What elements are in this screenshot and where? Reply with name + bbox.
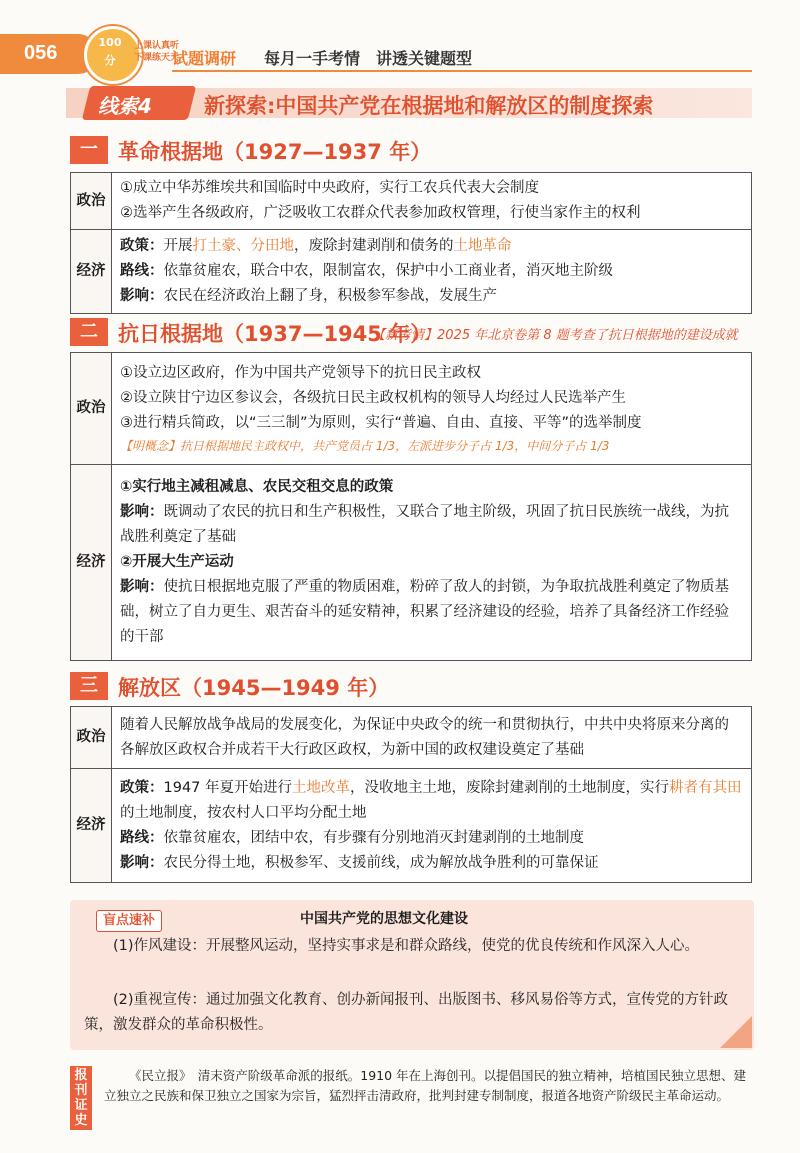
effect-label: 影响： <box>120 288 164 304</box>
supplement-tag: 盲点速补 <box>96 910 162 932</box>
policy-highlight: 打土豪、分田地 <box>192 238 294 254</box>
page-number: 056 <box>24 42 58 64</box>
section-2-title: 抗日根据地（1937—1945 年） <box>118 322 432 346</box>
table-row <box>71 353 752 465</box>
concept-note: 【明概念】抗日根据地民主政权中，共产党员占 1/3，左派进步分子占 1/3，中间分子占 1/3 <box>120 439 610 453</box>
effect-text: 农民分得土地，积极参军、支援前线，成为解放战争胜利的可靠保证 <box>163 854 599 871</box>
effect-label: 影响： <box>120 504 164 520</box>
badge-unit: 分 <box>104 54 116 67</box>
supplement-paragraph-1: (1)作风建设：开展整风运动，坚持实事求是和群众路线，使党的优良传统和作风深入人心。 <box>113 938 700 954</box>
effect-line <box>120 284 743 309</box>
section-2-table <box>70 352 752 661</box>
slogan-line-1: 上课认真听 <box>134 41 180 51</box>
policy-label: 政策： <box>120 779 164 796</box>
route-text: 依靠贫雇农，联合中农，限制富农，保护中小工商业者，消灭地主阶级 <box>163 263 613 279</box>
economy-content <box>112 769 752 883</box>
badge-score: 100 <box>98 36 122 49</box>
policy-line <box>120 776 743 826</box>
row-label-economy: 经济 <box>71 230 112 314</box>
section-1-number: 一 <box>70 136 108 164</box>
economy-item-2-effect <box>120 575 743 650</box>
policy-label: 政策： <box>120 238 164 254</box>
list-item: ②选举产生各级政府，广泛吸收工农群众代表参加政权管理，行使当家作主的权利 <box>120 205 641 221</box>
clue-title: 新探索:中国共产党在根据地和解放区的制度探索 <box>204 94 654 118</box>
table-row <box>71 769 752 883</box>
policy-text: 开展 <box>163 238 193 254</box>
header-title: 试题调研 <box>172 49 237 68</box>
effect-label: 影响： <box>120 854 164 871</box>
economy-content <box>112 230 752 314</box>
section-3-title: 解放区（1945—1949 年） <box>118 676 390 700</box>
table-row <box>71 465 752 661</box>
route-line <box>120 826 743 851</box>
row-label-economy: 经济 <box>71 769 112 883</box>
supplement-paragraph-2: (2)重视宣传：通过加强文化教育、创办新闻报刊、出版图书、移风易俗等方式，宣传党的方针政策，激发群众的革命积极性。 <box>84 992 729 1033</box>
economy-item-1-title: ①实行地主减租减息、农民交租交息的政策 <box>120 479 394 495</box>
politics-content <box>112 173 752 230</box>
list-item: ②设立陕甘宁边区参议会，各级抗日民主政权机构的领导人均经过人民选举产生 <box>120 390 626 406</box>
row-label-politics: 政治 <box>71 353 112 465</box>
effect-text: 既调动了农民的抗日和生产积极性，又联合了地主阶级，巩固了抗日民族统一战线，为抗战胜利奠定了基础 <box>120 504 729 545</box>
page-fold-icon <box>720 1016 752 1048</box>
row-label-politics: 政治 <box>71 173 112 230</box>
section-2-exam-note: 【新考情】2025 年北京卷第 8 题考查了抗日根据地的建设成就 <box>372 328 738 343</box>
route-text: 依靠贫雇农，团结中农，有步骤有分别地消灭封建剥削的土地制度 <box>163 829 584 846</box>
section-1-table <box>70 172 752 314</box>
clue-tag: 线索4 <box>98 94 152 118</box>
policy-text: ，没收地主土地，废除封建剥削的土地制度，实行 <box>350 779 670 796</box>
slogan-line-2: 下课练天天 <box>134 53 180 63</box>
table-row <box>71 230 752 314</box>
tag-char: 证 <box>74 1098 88 1113</box>
row-label-politics: 政治 <box>71 707 112 769</box>
route-line <box>120 259 743 284</box>
section-3-number: 三 <box>70 672 108 700</box>
newspaper-history-tag <box>70 1066 92 1130</box>
list-item: 随着人民解放战争战局的发展变化，为保证中央政令的统一和贯彻执行，中共中央将原来分离的各解放区政权合并成若干大行政区政权，为新中国的政权建设奠定了基础 <box>120 716 729 758</box>
politics-content <box>112 353 752 465</box>
tag-char: 报 <box>74 1068 88 1083</box>
policy-line <box>120 234 743 259</box>
economy-item-1-effect <box>120 500 743 550</box>
policy-highlight: 耕者有其田 <box>669 779 742 796</box>
effect-text: 使抗日根据地克服了严重的物质困难，粉碎了敌人的封锁，为争取抗战胜利奠定了物质基础，树立了自力更生、艰苦奋斗的延安精神，积累了经济建设的经验，培养了具备经济工作经验的干部 <box>120 579 729 645</box>
economy-content <box>112 465 752 661</box>
tag-char: 史 <box>74 1113 88 1128</box>
list-item: ①设立边区政府，作为中国共产党领导下的抗日民主政权 <box>120 365 481 381</box>
list-item: ③进行精兵简政，以“三三制”为原则，实行“普遍、自由、直接、平等”的选举制度 <box>120 415 642 431</box>
section-3-table <box>70 706 752 883</box>
policy-highlight: 土地改革 <box>292 779 351 796</box>
policy-text: ，废除封建剥削和债务的 <box>294 238 454 254</box>
tag-char: 刊 <box>74 1083 88 1098</box>
list-item: ①成立中华苏维埃共和国临时中央政府，实行工农兵代表大会制度 <box>120 180 539 196</box>
effect-text: 农民在经济政治上翻了身，积极参军参战，发展生产 <box>163 288 497 304</box>
policy-text: 的土地制度，按农村人口平均分配土地 <box>120 804 367 821</box>
route-label: 路线： <box>120 829 164 846</box>
row-label-economy: 经济 <box>71 465 112 661</box>
table-row <box>71 707 752 769</box>
section-1-title: 革命根据地（1927—1937 年） <box>118 140 432 164</box>
effect-label: 影响： <box>120 579 164 595</box>
economy-item-2-title: ②开展大生产运动 <box>120 554 234 570</box>
table-row <box>71 173 752 230</box>
header-subtitle: 每月一手考情 讲透关键题型 <box>264 49 473 68</box>
section-2-number: 二 <box>70 318 108 346</box>
header-divider <box>172 70 752 72</box>
supplement-title: 中国共产党的思想文化建设 <box>300 911 468 927</box>
effect-line <box>120 851 743 876</box>
policy-highlight: 土地革命 <box>453 238 512 254</box>
politics-content <box>112 707 752 769</box>
policy-text: 1947 年夏开始进行 <box>163 779 293 796</box>
route-label: 路线： <box>120 263 164 279</box>
bottom-note-text: 《民立报》 清末资产阶级革命派的报纸。1910 年在上海创刊。以提倡国民的独立精神，培植国民独立思想、建立独立之民族和保卫独立之国家为宗旨，猛烈抨击清政府，批判封建专制制度，报道各地资产阶级民主革命运动。 <box>104 1068 747 1103</box>
